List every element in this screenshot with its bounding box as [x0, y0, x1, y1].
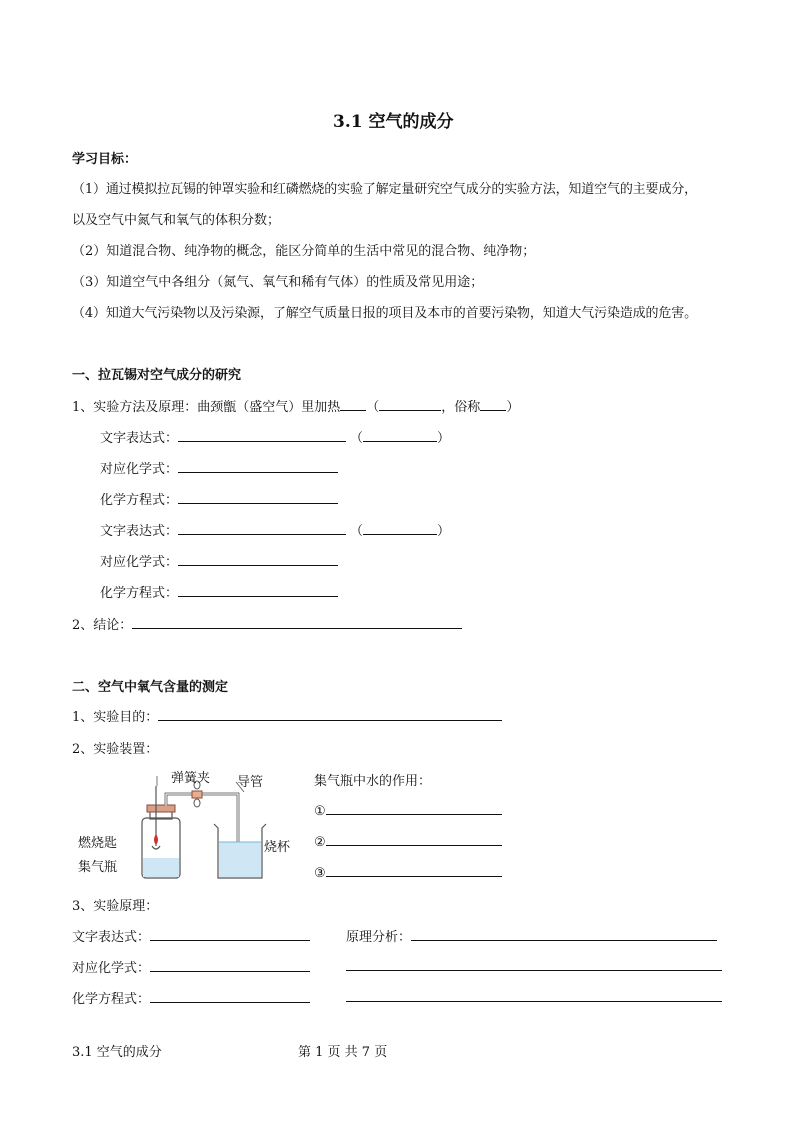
word-equation-label: 文字表达式： — [100, 431, 179, 446]
formula-blank[interactable] — [178, 459, 338, 473]
tube-label: 导管 — [237, 775, 264, 790]
conclusion-label: 2、结论： — [72, 618, 133, 633]
objective-2: （2）知道混合物、纯净物的概念，能区分简单的生活中常见的混合物、纯净物； — [72, 244, 536, 259]
paren-close: ） — [437, 524, 451, 539]
flame — [154, 834, 158, 845]
section-2-heading: 二、空气中氧气含量的测定 — [72, 680, 229, 695]
paren-close: ） — [437, 431, 451, 446]
footer-title: 3.1 空气的成分 — [72, 1045, 162, 1060]
page-title: 3.1 空气的成分 — [333, 112, 454, 132]
chem-equation-blank[interactable] — [178, 490, 338, 504]
chem-equation-blank[interactable] — [150, 989, 310, 1003]
spring-clip-label: 弹簧夹 — [171, 771, 211, 786]
objective-1-line-2: 以及空气中氮气和氧气的体积分数； — [72, 213, 281, 228]
formula-row-2 — [100, 551, 338, 570]
paren-open: （ — [366, 400, 380, 415]
purpose-blank[interactable] — [158, 707, 502, 721]
analysis-blank-2[interactable] — [346, 957, 722, 971]
water-role-blank-3[interactable] — [326, 863, 502, 877]
circle-one: ① — [314, 804, 326, 819]
chemical-name-blank[interactable] — [379, 397, 441, 411]
conclusion-row — [72, 614, 462, 633]
principle-word-row — [72, 926, 310, 945]
reaction-type-blank[interactable] — [363, 428, 437, 442]
heating-substance-blank[interactable] — [340, 397, 366, 411]
principle-chem-row — [72, 988, 310, 1007]
common-name-blank[interactable] — [480, 397, 506, 411]
objective-4: （4）知道大气污染物以及污染源，了解空气质量日报的项目及本市的首要污染物，知道大气污染造成的危害。 — [72, 306, 697, 321]
formula-label: 对应化学式： — [72, 961, 151, 976]
word-equation-blank[interactable] — [178, 428, 346, 442]
bottle-water — [143, 858, 179, 877]
conclusion-blank[interactable] — [132, 615, 462, 629]
beaker-label: 烧杯 — [264, 840, 291, 855]
formula-label: 对应化学式： — [100, 555, 179, 570]
analysis-row — [346, 926, 717, 945]
analysis-blank-3[interactable] — [346, 988, 722, 1002]
common-name-label: ，俗称 — [441, 400, 481, 415]
chem-equation-blank[interactable] — [178, 583, 338, 597]
spring-clip-body — [192, 791, 202, 798]
water-role-blank-1[interactable] — [326, 801, 502, 815]
formula-row-1 — [100, 458, 338, 477]
formula-blank[interactable] — [178, 552, 338, 566]
water-role-row-1 — [314, 801, 502, 819]
spoon-cup — [152, 846, 160, 849]
spring-clip-knob-lower — [194, 799, 200, 807]
chem-equation-label: 化学方程式： — [100, 493, 179, 508]
chem-equation-row-1 — [100, 489, 338, 508]
bottle-label: 集气瓶 — [78, 860, 118, 875]
apparatus-label: 2、实验装置： — [72, 742, 159, 757]
purpose-row — [72, 706, 502, 725]
analysis-blank-1[interactable] — [411, 927, 717, 941]
stopper — [147, 805, 175, 812]
water-role-blank-2[interactable] — [326, 832, 502, 846]
word-equation-label: 文字表达式： — [100, 524, 179, 539]
circle-three: ③ — [314, 866, 326, 881]
apparatus-diagram — [76, 766, 306, 886]
water-role-label: 集气瓶中水的作用： — [314, 774, 432, 789]
word-equation-blank[interactable] — [150, 927, 310, 941]
paren-open: （ — [350, 524, 364, 539]
beaker-water — [219, 842, 261, 877]
spoon-label: 燃烧匙 — [78, 836, 118, 851]
principle-label: 3、实验原理： — [72, 899, 159, 914]
water-role-row-3 — [314, 863, 502, 881]
chem-equation-label: 化学方程式： — [100, 586, 179, 601]
formula-label: 对应化学式： — [100, 462, 179, 477]
formula-blank[interactable] — [150, 958, 310, 972]
section-1-question-1 — [72, 396, 519, 415]
question-1-prefix: 1、实验方法及原理：曲颈甑（盛空气）里加热 — [72, 400, 341, 415]
chem-equation-label: 化学方程式： — [72, 992, 151, 1007]
principle-formula-row — [72, 957, 310, 976]
word-equation-label: 文字表达式： — [72, 930, 151, 945]
objective-3: （3）知道空气中各组分（氮气、氧气和稀有气体）的性质及常见用途； — [72, 275, 484, 290]
water-role-row-2 — [314, 832, 502, 850]
word-equation-row-2 — [100, 520, 450, 539]
paren-open: （ — [350, 431, 364, 446]
analysis-label: 原理分析： — [346, 930, 412, 945]
circle-two: ② — [314, 835, 326, 850]
purpose-label: 1、实验目的： — [72, 710, 159, 725]
objective-1-line-1: （1）通过模拟拉瓦锡的钟罩实验和红磷燃烧的实验了解定量研究空气成分的实验方法，知道空气的主要成分， — [72, 182, 697, 197]
objectives-heading: 学习目标： — [72, 152, 138, 167]
section-1-heading: 一、拉瓦锡对空气成分的研究 — [72, 368, 242, 383]
paren-close: ） — [506, 400, 520, 415]
chem-equation-row-2 — [100, 582, 338, 601]
footer-page-number: 第 1 页 共 7 页 — [298, 1045, 388, 1060]
word-equation-row-1 — [100, 427, 450, 446]
word-equation-blank[interactable] — [178, 521, 346, 535]
reaction-type-blank[interactable] — [363, 521, 437, 535]
